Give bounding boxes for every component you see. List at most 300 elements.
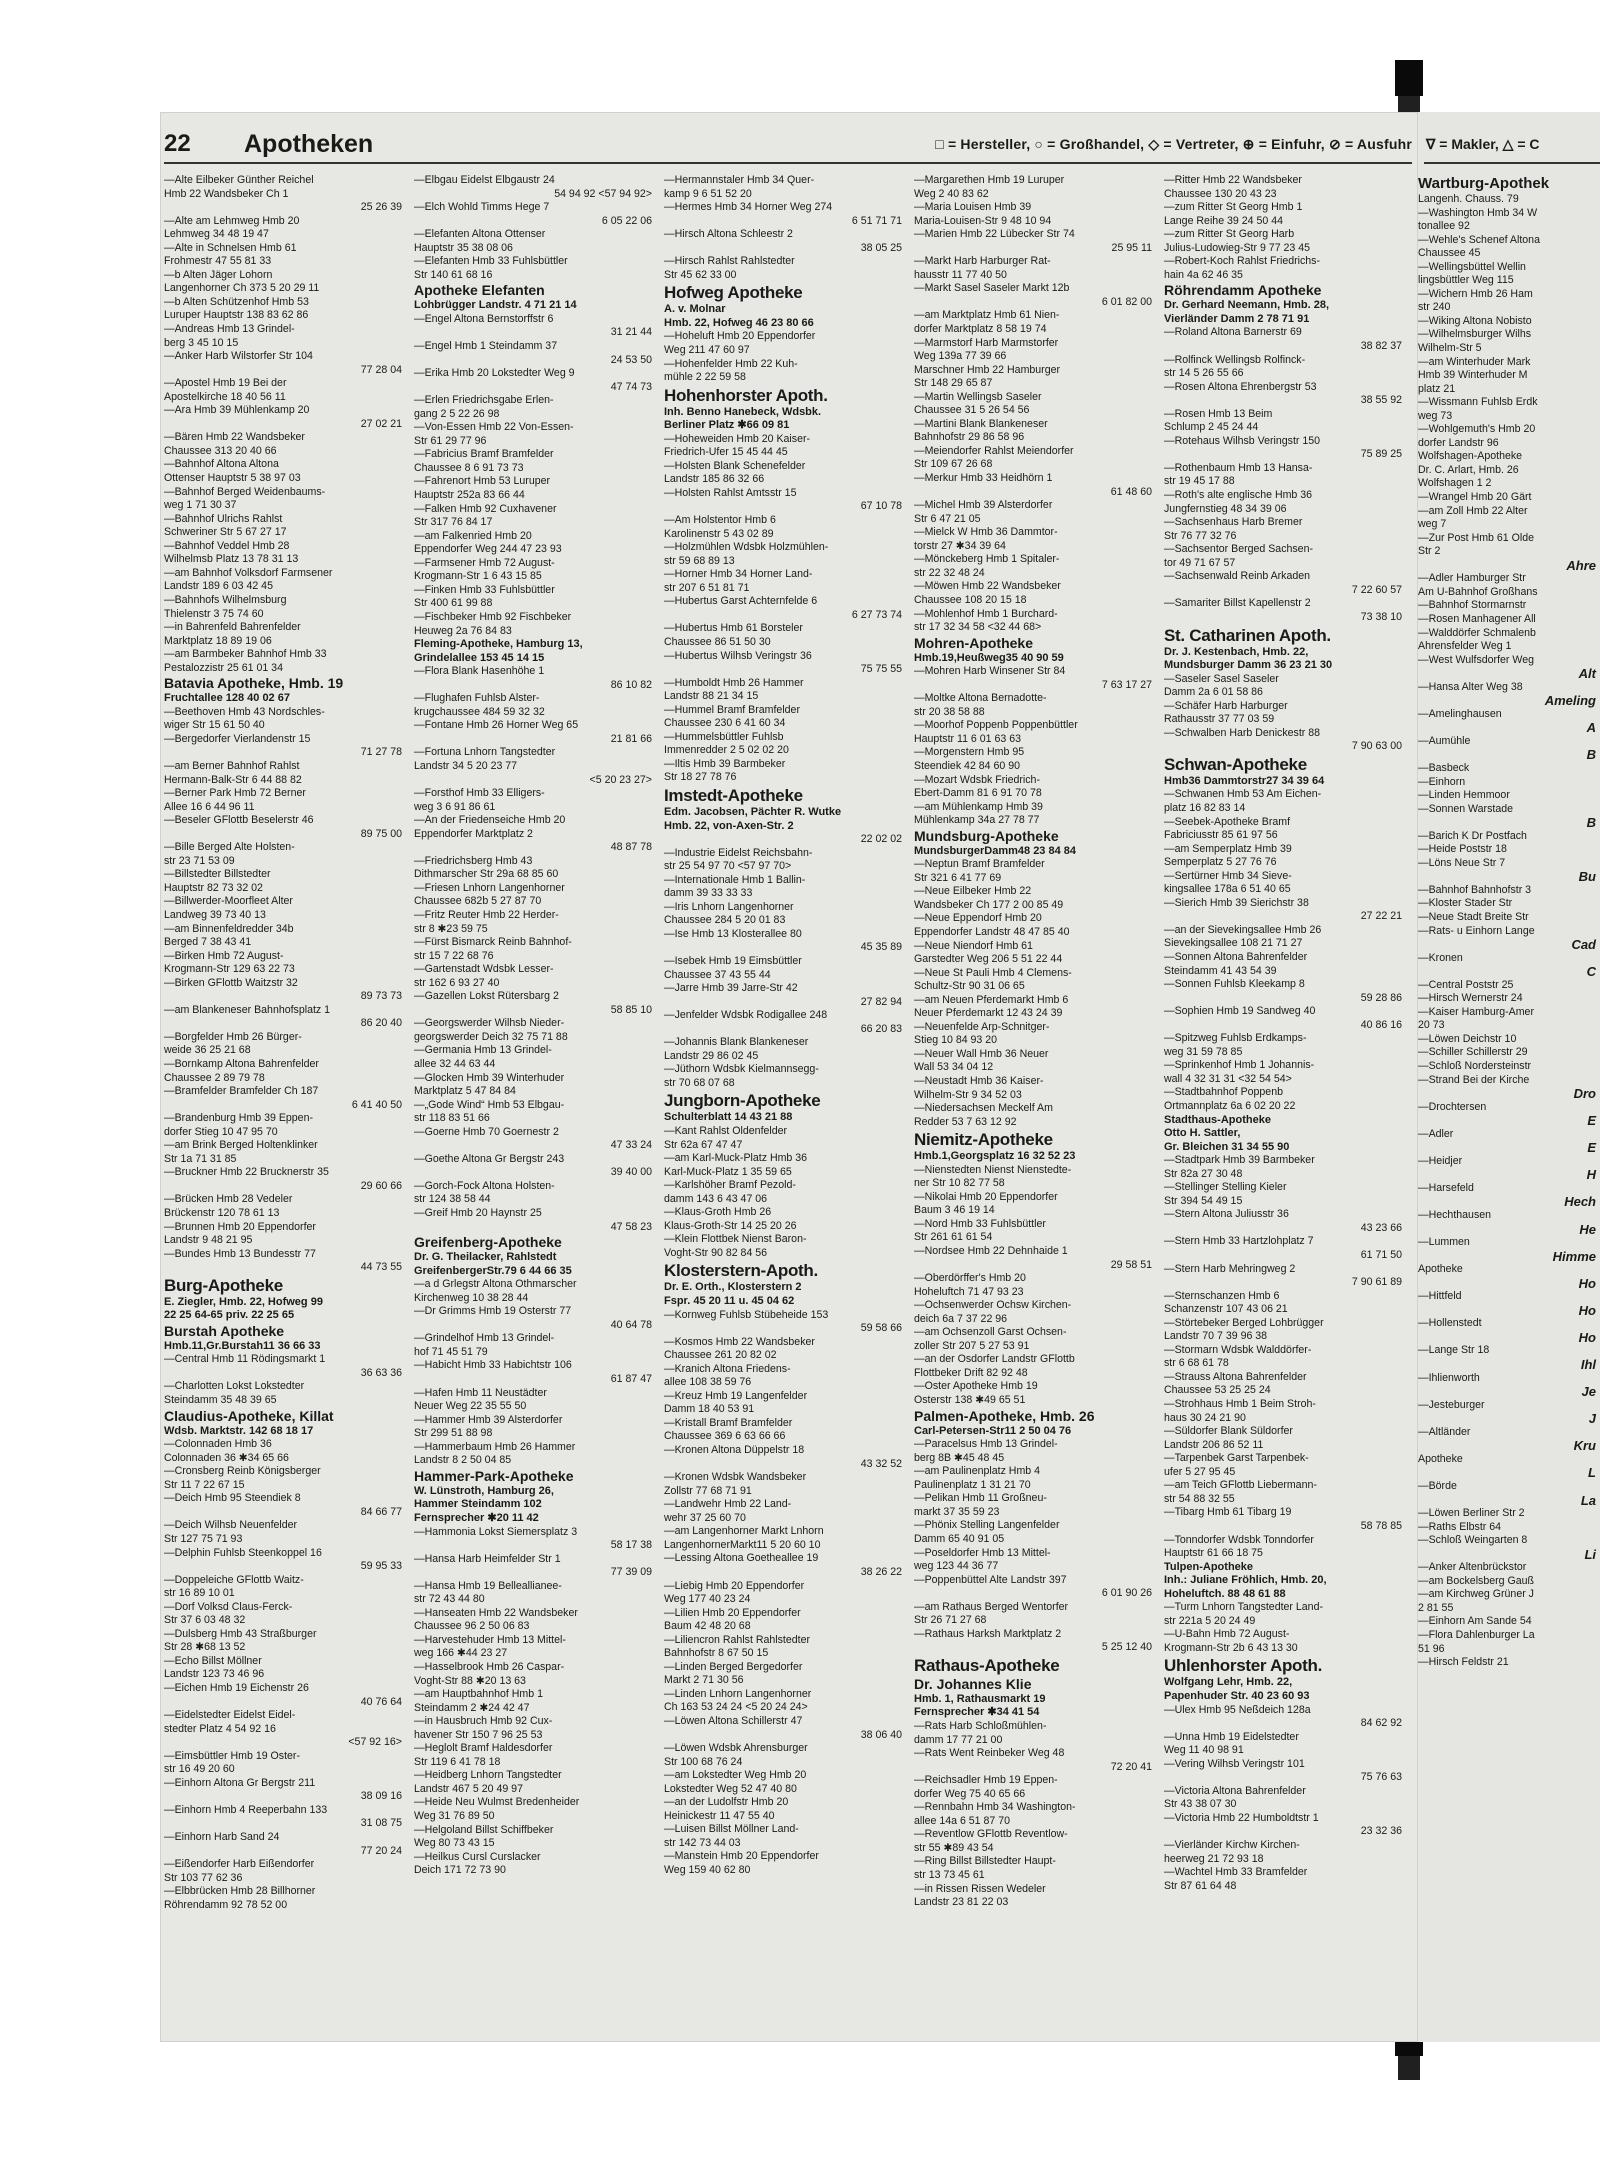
pharmacy-ad-heading: Röhrendamm Apotheke	[1164, 282, 1322, 299]
town-heading: Cad	[1571, 938, 1596, 952]
listing-line: —Glocken Hmb 39 Winterhuder	[414, 1071, 565, 1084]
listing-line: —Fahrenort Hmb 53 Luruper	[414, 475, 551, 488]
listing-line: —Iris Lnhorn Langenhorner	[664, 900, 794, 913]
listing-line: —Erika Hmb 20 Lokstedter Weg 9	[414, 367, 575, 380]
listing-line: —Neue St Pauli Hmb 4 Clemens-	[914, 966, 1072, 979]
listing-line: —am Lokstedter Weg Hmb 20	[664, 1769, 807, 1782]
listing-line: —Ihlienworth	[1418, 1371, 1480, 1384]
listing-line: —Roland Altona Barnerstr 69	[1164, 326, 1302, 339]
listing-line: Landstr 23 81 22 03	[914, 1896, 1009, 1909]
listing-line: —Schloß Nordersteinstr	[1418, 1060, 1532, 1072]
listing-line: —Paracelsus Hmb 13 Grindel-	[914, 1438, 1058, 1451]
listing-line: wehr 37 25 60 70	[664, 1511, 746, 1524]
listing-line: 36 63 36	[360, 1366, 402, 1379]
listing-line: 27 02 21	[360, 417, 402, 430]
listing-line: Wolfshagen 1 2	[1418, 477, 1492, 490]
listing-line: 59 28 86	[1360, 991, 1402, 1004]
listing-line: —Hummelsbüttler Fuhlsb	[664, 730, 784, 743]
listing-line: 61 48 60	[1110, 485, 1152, 498]
listing-line: str 13 73 45 61	[914, 1868, 985, 1881]
listing-line: Chaussee 284 5 20 01 83	[664, 914, 786, 927]
listing-line: 66 20 83	[860, 1022, 902, 1035]
listing-line: Str 61 29 77 96	[414, 434, 487, 447]
listing-line: Hammer Steindamm 102	[414, 1498, 542, 1511]
listing-line: —Brücken Hmb 28 Vedeler	[164, 1193, 293, 1206]
listing-line: —Borgfelder Hmb 26 Bürger-	[164, 1030, 302, 1043]
listing-line: allee 108 38 59 76	[664, 1376, 752, 1389]
listing-line: Langenhorner Ch 373 5 20 29 11	[164, 282, 320, 295]
town-heading: E	[1587, 1141, 1596, 1155]
listing-line: —am Winterhuder Mark	[1418, 355, 1531, 368]
listing-line: Landstr 467 5 20 49 97	[414, 1782, 523, 1795]
listing-line: —Elefanten Hmb 33 Fuhlsbüttler	[414, 255, 568, 268]
listing-line: —Bille Berged Alte Holsten-	[164, 841, 295, 854]
listing-line: —Engel Altona Bernstorffstr 6	[414, 312, 554, 325]
listing-line: —Berner Park Hmb 72 Berner	[164, 787, 306, 800]
listing-line: —Rennbahn Hmb 34 Washington-	[914, 1801, 1076, 1814]
town-heading: Ihl	[1580, 1358, 1596, 1372]
listing-line: 77 28 04	[360, 363, 402, 376]
listing-line: —Rathaus Harksh Marktplatz 2	[914, 1627, 1062, 1640]
listing-line: —Eidelstedter Eidelst Eidel-	[164, 1709, 296, 1722]
listing-line: —Börde	[1418, 1479, 1457, 1492]
listing-line: Bahnhofstr 29 86 58 96	[914, 431, 1025, 444]
town-heading: Hech	[1564, 1195, 1596, 1210]
listing-line: tonallee 92	[1418, 220, 1470, 233]
listing-line: str 54 88 32 55	[1164, 1492, 1235, 1505]
listing-line: —b Alten Schützenhof Hmb 53	[164, 295, 309, 308]
listing-line: —Alte in Schnelsen Hmb 61	[164, 241, 297, 254]
listing-line: —Brandenburg Hmb 39 Eppen-	[164, 1112, 313, 1125]
listing-line: —Löwen Wdsbk Ahrensburger	[664, 1742, 808, 1755]
listing-line: —in Bahrenfeld Bahrenfelder	[164, 621, 301, 634]
listing-line: Hmb.19,Heußweg35 40 90 59	[914, 651, 1064, 664]
listing-line: —Mönckeberg Hmb 1 Spitaler-	[914, 553, 1060, 566]
listing-line: Berged 7 38 43 41	[164, 936, 252, 949]
listing-line: Hmb. 1, Rathausmarkt 19	[914, 1692, 1046, 1705]
listing-line: Fruchtallee 128 40 02 67	[164, 692, 290, 705]
listing-line: —An der Friedenseiche Hmb 20	[414, 814, 566, 827]
listing-line: Baum 42 48 20 68	[664, 1620, 751, 1633]
listing-line: hain 4a 62 46 35	[1164, 268, 1243, 281]
listing-line: weide 36 25 21 68	[164, 1044, 251, 1057]
listing-line: 21 81 66	[610, 732, 652, 745]
listing-line: 7 22 60 57	[1351, 583, 1402, 596]
listing-line: stedter Platz 4 54 92 16	[164, 1722, 276, 1735]
listing-line: —Lange Str 18	[1418, 1344, 1490, 1357]
listing-line: 38 82 37	[1360, 340, 1402, 353]
listing-line: 61 71 50	[1360, 1249, 1402, 1262]
listing-line: Chaussee 53 25 25 24	[1164, 1384, 1271, 1397]
listing-line: —Störtebeker Berged Lohbrügger	[1164, 1316, 1324, 1329]
listing-line: —Finken Hmb 33 Fuhlsbüttler	[414, 583, 555, 596]
listing-line: ufer 5 27 95 45	[1164, 1465, 1236, 1478]
listing-line: 54 94 92 <57 94 92>	[554, 187, 652, 200]
listing-line: Carl-Petersen-Str11 2 50 04 76	[914, 1424, 1072, 1437]
listing-line: markt 37 35 59 23	[914, 1505, 1000, 1518]
listing-line: Wall 53 34 04 12	[914, 1061, 994, 1074]
listing-line: —Lummen	[1418, 1236, 1470, 1249]
listing-line: allee 32 44 63 44	[414, 1058, 496, 1070]
listing-line: —Cronsberg Reinb Königsberger	[164, 1465, 321, 1478]
listing-line: —Neue Eilbeker Hmb 22	[914, 885, 1032, 898]
listing-line: 45 35 89	[860, 941, 902, 954]
listing-line: —am Berner Bahnhof Rahlst	[164, 759, 300, 772]
pharmacy-ad-heading: Jungborn-Apotheke	[664, 1091, 821, 1111]
town-heading: Himme	[1552, 1249, 1596, 1264]
listing-line: 89 73 73	[360, 990, 402, 1003]
listing-line: Hmb36 Dammtorstr27 34 39 64	[1164, 774, 1325, 787]
listing-line: —Karlshöher Bramf Pezold-	[664, 1179, 796, 1192]
listing-line: —Heilkus Cursl Curslacker	[414, 1850, 541, 1863]
listing-line: 58 85 10	[610, 1003, 652, 1016]
listing-line: weg 123 44 36 77	[914, 1560, 999, 1573]
listing-line: Gr. Bleichen 31 34 55 90	[1164, 1140, 1290, 1153]
listing-line: str 142 73 44 03	[664, 1836, 741, 1849]
listing-line: —Hohenfelder Hmb 22 Kuh-	[664, 357, 798, 370]
listing-line: Heinickestr 11 47 55 40	[664, 1809, 775, 1822]
listing-line: —Drochtersen	[1418, 1100, 1487, 1113]
listing-line: Tulpen-Apotheke	[1164, 1560, 1254, 1573]
listing-line: 73 38 10	[1360, 610, 1402, 623]
listing-line: —Rosen Manhagener All	[1418, 612, 1536, 625]
listing-line: Hauptstr 35 38 08 06	[414, 241, 513, 254]
listing-line: —Aumühle	[1418, 734, 1471, 747]
listing-line: Str 100 68 76 24	[664, 1755, 743, 1768]
listing-line: —am Teich GFlottb Liebermann-	[1164, 1479, 1317, 1492]
listing-line: —Dr Grimms Hmb 19 Osterstr 77	[414, 1305, 572, 1318]
listing-line: Papenhuder Str. 40 23 60 93	[1164, 1689, 1310, 1702]
listing-line: Str 87 61 64 48	[1164, 1879, 1237, 1892]
pharmacy-ad-heading: Burstah Apotheke	[164, 1322, 285, 1339]
listing-line: —Hechthausen	[1418, 1209, 1492, 1222]
listing-line: Str 119 6 41 78 18	[414, 1755, 501, 1768]
listing-line: str 240	[1418, 301, 1451, 314]
listing-line: Röhrendamm 92 78 52 00	[164, 1898, 288, 1911]
listing-line: 44 73 55	[360, 1261, 402, 1274]
listing-line: —Rosen Altona Ehrenbergstr 53	[1164, 380, 1317, 393]
listing-line: —Bundes Hmb 13 Bundesstr 77	[164, 1247, 316, 1260]
listing-line: —Jarre Hmb 39 Jarre-Str 42	[664, 982, 798, 995]
listing-line: 75 75 55	[860, 663, 902, 676]
listing-line: —Sternschanzen Hmb 6	[1164, 1289, 1280, 1302]
listing-line: Lange Reihe 39 24 50 44	[1164, 214, 1283, 227]
listing-line: —Löns Neue Str 7	[1418, 856, 1506, 869]
listing-line: —Sonnen Altona Bahrenfelder	[1164, 950, 1308, 963]
listing-line: Bahnhofstr 8 67 50 15	[664, 1647, 769, 1660]
listing-line: —Anker Harb Wilstorfer Str 104	[164, 350, 313, 363]
listing-line: 59 58 66	[860, 1322, 902, 1335]
listing-line: —Farmsener Hmb 72 August-	[414, 556, 555, 569]
listing-line: —Süldorfer Blank Süldorfer	[1164, 1425, 1293, 1438]
listing-line: —Kreuz Hmb 19 Langenfelder	[664, 1389, 808, 1402]
listing-line: —Kronen	[1418, 951, 1463, 964]
listing-line: —Neptun Bramf Bramfelder	[914, 858, 1045, 871]
town-heading: L	[1588, 1466, 1596, 1480]
listing-line: Lehmweg 34 48 19 47	[164, 228, 269, 241]
listing-line: Chaussee 130 20 43 23	[1164, 187, 1277, 200]
listing-line: 86 10 82	[610, 678, 652, 691]
town-heading: B	[1586, 748, 1596, 762]
listing-line: —Rosen Hmb 13 Beim	[1164, 407, 1273, 420]
listing-line: Hmb 39 Winterhuder M	[1418, 369, 1528, 382]
listing-line: —Hammonia Lokst Siemersplatz 3	[414, 1525, 578, 1538]
listing-line: —Klein Flottbek Nienst Baron-	[664, 1233, 807, 1246]
listing-line: —Deich Hmb 95 Steendiek 8	[164, 1492, 301, 1505]
listing-line: —Jesteburger	[1418, 1398, 1485, 1411]
listing-line: str 59 68 89 13	[664, 554, 735, 567]
listing-line: Hermann-Balk-Str 6 44 88 82	[164, 773, 302, 786]
listing-line: —am Neuen Pferdemarkt Hmb 6	[914, 993, 1069, 1006]
listing-line: —Hermes Hmb 34 Horner Weg 274	[664, 201, 833, 214]
listing-line: 7 90 63 00	[1351, 740, 1402, 753]
listing-line: —Wellingsbüttel Wellin	[1418, 260, 1526, 273]
listing-line: —Neue Stadt Breite Str	[1418, 910, 1529, 923]
listing-line: —Hansa Hmb 19 Belleallianee-	[414, 1579, 562, 1592]
listing-line: str 207 6 51 81 71	[664, 581, 750, 594]
listing-line: —West Wulfsdorfer Weg	[1418, 653, 1534, 666]
facing-legend: ∇ = Makler, △ = C	[1426, 136, 1540, 152]
listing-line: —Bahnhof Bahnhofstr 3	[1418, 883, 1532, 896]
listing-line: —Eichen Hmb 19 Eichenstr 26	[164, 1681, 309, 1694]
listing-line: Str 26 71 27 68	[914, 1614, 987, 1627]
listing-line: —Flora Dahlenburger La	[1418, 1628, 1535, 1641]
listing-line: 75 89 25	[1360, 448, 1402, 461]
listing-line: —Jenfelder Wdsbk Rodigallee 248	[664, 1009, 828, 1022]
listing-line: Wolfshagen-Apotheke	[1418, 450, 1523, 463]
listing-line: —Nord Hmb 33 Fuhlsbüttler	[914, 1217, 1046, 1230]
listing-line: <5 20 23 27>	[589, 773, 652, 786]
listing-line: —Hirsch Feldstr 21	[1418, 1656, 1509, 1669]
listing-line: 29 58 51	[1110, 1258, 1152, 1271]
listing-line: Fleming-Apotheke, Hamburg 13,	[414, 638, 583, 651]
listing-line: —Lilien Hmb 20 Eppendorfer	[664, 1606, 801, 1619]
listing-line: —Horner Hmb 34 Horner Land-	[664, 568, 813, 581]
listing-line: —Delphin Fuhlsb Steenkoppel 16	[164, 1546, 322, 1559]
listing-line: Immenredder 2 5 02 02 20	[664, 744, 789, 757]
listing-line: —Stern Altona Juliusstr 36	[1164, 1208, 1289, 1221]
listing-line: —Linden Lnhorn Langenhorner	[664, 1687, 812, 1700]
listing-line: —am Rathaus Berged Wentorfer	[914, 1600, 1069, 1613]
listing-line: —Stern Harb Mehringweg 2	[1164, 1262, 1296, 1275]
listing-line: —Apostel Hmb 19 Bei der	[164, 377, 287, 390]
listing-line: 48 87 78	[610, 841, 652, 854]
listing-line: Apostelkirche 18 40 56 11	[164, 390, 286, 403]
listing-line: Eppendorfer Weg 244 47 23 93	[414, 543, 562, 556]
listing-line: —Merkur Hmb 33 Heidhörn 1	[914, 472, 1053, 485]
listing-line: Luruper Hauptstr 138 83 62 86	[164, 309, 309, 322]
listing-line: krugchaussee 484 59 32 32	[414, 705, 545, 718]
listing-column-1	[164, 174, 406, 2034]
listing-line: —Bahnhofs Wilhelmsburg	[164, 593, 287, 606]
listing-line: Marktplatz 18 89 19 06	[164, 634, 272, 647]
listing-line: —Hasselbrook Hmb 26 Caspar-	[414, 1660, 565, 1673]
listing-line: Apotheke	[1418, 1263, 1463, 1276]
listing-line: tor 49 71 67 57	[1164, 556, 1236, 569]
listing-line: 31 08 75	[360, 1817, 402, 1830]
listing-line: —Strauss Altona Bahrenfelder	[1164, 1370, 1307, 1383]
listing-line: Weg 2 40 83 62	[914, 187, 989, 200]
listing-line: —Goerne Hmb 70 Goernestr 2	[414, 1125, 559, 1138]
listing-line: Chaussee 682b 5 27 87 70	[414, 895, 542, 908]
listing-line: —am Bahnhof Volksdorf Farmsener	[164, 566, 333, 579]
listing-line: Str 261 61 61 54	[914, 1231, 993, 1244]
listing-line: Hmb.11,Gr.Burstah11 36 66 33	[164, 1339, 321, 1352]
listing-line: —Fontane Hmb 26 Horner Weg 65	[414, 719, 579, 732]
listing-line: —Sierich Hmb 39 Sierichstr 38	[1164, 896, 1309, 909]
listing-line: —Bahnhof Veddel Hmb 28	[164, 539, 290, 552]
listing-line: Krogmann-Str 2b 6 43 13 30	[1164, 1641, 1298, 1654]
listing-line: —Greif Hmb 20 Haynstr 25	[414, 1207, 542, 1220]
listing-line: haus 30 24 21 90	[1164, 1411, 1246, 1424]
listing-line: —Wiking Altona Nobisto	[1418, 314, 1532, 327]
listing-line: —Dulsberg Hmb 43 Straßburger	[164, 1627, 317, 1640]
listing-line: —Saseler Sasel Saseler	[1164, 672, 1279, 685]
listing-line: —Löwen Deichstr 10	[1418, 1032, 1517, 1045]
listing-line: Str 394 54 49 15	[1164, 1194, 1243, 1207]
listing-line: Brückenstr 120 78 61 13	[164, 1207, 280, 1220]
listing-line: Wartburg-Apothek	[1418, 175, 1550, 192]
listing-line: georgswerder Deich 32 75 71 88	[414, 1030, 568, 1043]
listing-line: Fernsprecher ✱34 41 54	[914, 1706, 1040, 1719]
listing-line: Steindamm 41 43 54 39	[1164, 964, 1277, 977]
town-heading: Ho	[1578, 1303, 1596, 1318]
listing-line: —Central Poststr 25	[1418, 978, 1514, 991]
listing-line: 84 62 92	[1360, 1717, 1402, 1730]
listing-line: —Robert-Koch Rahlst Friedrichs-	[1164, 255, 1321, 268]
listing-line: —Hubertus Hmb 61 Borsteler	[664, 622, 803, 635]
listing-line: —am Binnenfeldredder 34b	[164, 922, 294, 935]
listing-line: Chaussee 230 6 41 60 34	[664, 717, 786, 730]
listing-line: —Deich Wilhsb Neuenfelder	[164, 1519, 298, 1532]
page-number: 22	[164, 130, 191, 157]
listing-line: 51 96	[1418, 1642, 1445, 1655]
pharmacy-ad-heading: Hofweg Apotheke	[664, 283, 803, 303]
listing-line: Flottbeker Drift 82 92 48	[914, 1366, 1028, 1379]
listing-line: —Wohlgemuth's Hmb 20	[1418, 423, 1536, 436]
listing-line: —am Barmbeker Bahnhof Hmb 33	[164, 648, 327, 661]
listing-line: —Sprinkenhof Hmb 1 Johannis-	[1164, 1059, 1315, 1072]
listing-line: Wdsb. Marktstr. 142 68 18 17	[164, 1424, 314, 1437]
listing-line: Ch 163 53 24 24 <5 20 24 24>	[664, 1701, 808, 1714]
town-heading: Kru	[1573, 1439, 1596, 1453]
listing-line: —Ara Hmb 39 Mühlenkamp 20	[164, 404, 310, 417]
listing-line: Str 18 27 78 76	[664, 771, 737, 784]
listing-column-5	[1164, 174, 1406, 2034]
listing-line: Hoheluftch 71 47 93 23	[914, 1285, 1024, 1298]
listing-line: —Hansa Alter Weg 38	[1418, 680, 1523, 693]
listing-line: —Löwen Berliner Str 2	[1418, 1507, 1525, 1520]
listing-line: Hmb. 22, Hofweg 46 23 80 66	[664, 316, 814, 329]
header-rule	[164, 162, 1412, 164]
listing-line: Damm 2a 6 01 58 86	[1164, 686, 1263, 699]
listing-line: Colonnaden 36 ✱34 65 66	[164, 1451, 289, 1464]
listing-line: 29 60 66	[360, 1179, 402, 1192]
listing-line: Semperplatz 5 27 76 76	[1164, 856, 1277, 869]
listing-line: Ottenser Hauptstr 5 38 97 03	[164, 472, 301, 485]
listing-line: dorfer Weg 75 40 65 66	[914, 1787, 1026, 1800]
listing-line: 71 27 78	[360, 746, 402, 759]
listing-line: Str 6 47 21 05	[914, 512, 981, 525]
listing-line: —Wrangel Hmb 20 Gärt	[1418, 491, 1532, 504]
listing-line: —in Rissen Rissen Wedeler	[914, 1882, 1046, 1895]
facing-header-rule	[1424, 162, 1600, 164]
listing-line: 22 02 02	[860, 833, 902, 846]
directory-page	[160, 112, 1418, 2042]
listing-line: —Bären Hmb 22 Wandsbeker	[164, 431, 305, 444]
listing-line: —Tibarg Hmb 61 Tibarg 19	[1164, 1506, 1292, 1519]
listing-line: Dr. J. Kestenbach, Hmb. 22,	[1164, 645, 1309, 658]
listing-line: Hauptstr 61 66 18 75	[1164, 1547, 1263, 1560]
listing-line: —Rats- u Einhorn Lange	[1418, 924, 1535, 937]
listing-line: —Johannis Blank Blankeneser	[664, 1036, 809, 1049]
listing-line: —Hanseaten Hmb 22 Wandsbeker	[414, 1606, 578, 1619]
listing-line: —Lessing Altona Goetheallee 19	[664, 1552, 819, 1565]
listing-line: —Beethoven Hmb 43 Nordschles-	[164, 705, 325, 718]
listing-line: weg 31 59 78 85	[1164, 1045, 1243, 1058]
listing-line: Maria-Louisen-Str 9 48 10 94	[914, 214, 1052, 227]
listing-line: str 23 71 53 09	[164, 854, 235, 867]
listing-line: —U-Bahn Hmb 72 August-	[1164, 1628, 1290, 1641]
page-header	[160, 130, 1418, 164]
listing-line: —am Bockelsberg Gauß	[1418, 1574, 1534, 1587]
listing-line: 89 75 00	[360, 827, 402, 840]
listing-line: —Pelikan Hmb 11 Großneu-	[914, 1492, 1047, 1505]
listing-line: Neuer Weg 22 35 55 50	[414, 1400, 527, 1413]
listing-line: Landstr 123 73 46 96	[164, 1668, 265, 1681]
listing-line: str 8 ✱23 59 75	[414, 922, 488, 935]
listing-line: —Meiendorfer Rahlst Meiendorfer	[914, 444, 1074, 457]
listing-line: —a d Grlegstr Altona Othmarscher	[414, 1278, 577, 1291]
listing-line: —Gartenstadt Wdsbk Lesser-	[414, 963, 554, 976]
listing-line: —Victoria Hmb 22 Humboldtstr 1	[1164, 1811, 1319, 1824]
listing-line: 43 32 52	[860, 1457, 902, 1470]
listing-line: hof 71 45 51 79	[414, 1345, 488, 1358]
listing-line: Str 76 77 32 76	[1164, 529, 1237, 542]
listing-line: —Wachtel Hmb 33 Bramfelder	[1164, 1866, 1308, 1879]
listing-line: —Hoheweiden Hmb 20 Kaiser-	[664, 432, 811, 445]
listing-line: Hoheluftch. 88 48 61 88	[1164, 1587, 1286, 1600]
listing-line: 24 53 50	[610, 353, 652, 366]
listing-line: —Kornweg Fuhlsb Stübeheide 153	[664, 1308, 829, 1321]
listing-line: —Martin Wellingsb Saseler	[914, 390, 1042, 403]
listing-line: —Oster Apotheke Hmb 19	[914, 1380, 1038, 1393]
listing-line: 6 27 73 74	[851, 608, 902, 621]
listing-line: —Heide Neu Wulmst Bredenheider	[414, 1796, 580, 1809]
listing-line: —Elch Wohld Timms Hege 7	[414, 201, 550, 214]
listing-line: Str 43 38 07 30	[1164, 1798, 1237, 1811]
listing-line: 61 87 47	[610, 1373, 652, 1386]
listing-line: —Vierländer Kirchw Kirchen-	[1164, 1838, 1300, 1851]
listing-line: —Birken GFlottb Waitzstr 32	[164, 976, 298, 989]
listing-line: str 118 83 51 66	[414, 1112, 490, 1125]
listing-line: Chaussee 261 20 82 02	[664, 1349, 777, 1362]
listing-line: —Linden Hemmoor	[1418, 789, 1510, 802]
listing-line: 86 20 40	[360, 1017, 402, 1030]
pharmacy-ad-heading: St. Catharinen Apoth.	[1164, 625, 1331, 645]
listing-line: 6 41 40 50	[351, 1098, 402, 1111]
listing-line: —Moorhof Poppenb Poppenbüttler	[914, 719, 1078, 732]
listing-line: E. Ziegler, Hmb. 22, Hofweg 99	[164, 1295, 323, 1308]
listing-line: Krogmann-Str 1 6 43 15 85	[414, 570, 542, 583]
listing-line: —Sonnen Fuhlsb Kleekamp 8	[1164, 978, 1305, 991]
listing-line: —Schwanen Hmb 53 Am Eichen-	[1164, 788, 1322, 801]
symbol-legend: □ = Hersteller, ○ = Großhandel, ◇ = Vertreter, ⊕ = Einfuhr, ⊘ = Ausfuhr	[935, 136, 1412, 152]
listing-line: 23 32 36	[1360, 1825, 1402, 1838]
listing-line: —Helgoland Billst Schiffbeker	[414, 1823, 554, 1836]
listing-line: —Basbeck	[1418, 761, 1470, 774]
listing-line: —Von-Essen Hmb 22 Von-Essen-	[414, 421, 574, 434]
